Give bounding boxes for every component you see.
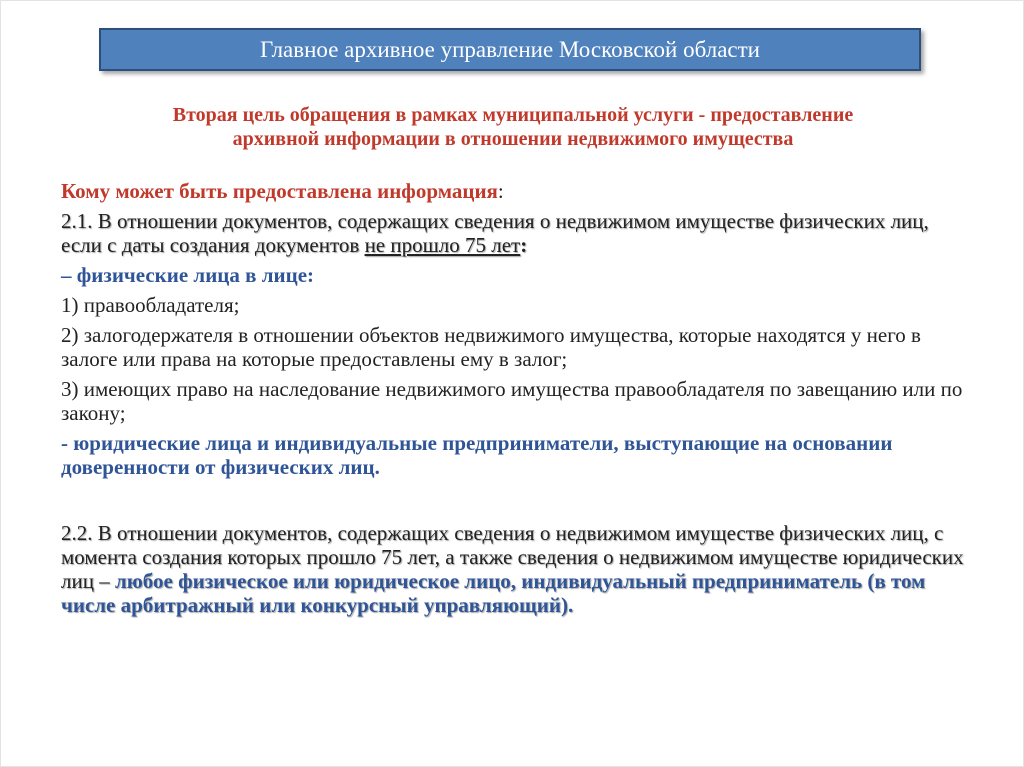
p21-underlined: не прошло 75 лет	[364, 233, 521, 257]
subtitle-line-2: архивной информации в отношении недвижимого имущества	[232, 128, 794, 150]
paragraph-2-2	[61, 521, 966, 617]
list-item-3: 3) имеющих право на наследование недвижимого имущества правообладателя по завещанию или по закону;	[61, 377, 963, 425]
paragraph-2-1	[61, 209, 966, 257]
content-body	[61, 179, 966, 617]
who-heading	[61, 179, 966, 203]
header-title-bar	[99, 28, 921, 71]
list-item-2: 2) залогодержателя в отношении объектов недвижимого имущества, которые находятся у него в залоге или права на которые предоставлены ему в залог;	[61, 323, 921, 371]
p21-text: 2.1. В отношении документов, содержащих сведения о недвижимом имуществе физических лиц, если с даты создания документов	[61, 209, 929, 257]
p22-text: 2.2. В отношении документов, содержащих сведения о недвижимом имуществе физических лиц, с момента создания которых прошло 75 лет, а также сведения о недвижимом имуществе юридических лиц –	[61, 521, 964, 593]
who-colon: :	[497, 179, 504, 203]
who-label: Кому может быть предоставлена информация	[61, 179, 498, 203]
header-title: Главное архивное управление Московской области	[260, 37, 760, 62]
subtitle	[61, 103, 965, 151]
list-item-1: 1) правообладателя;	[61, 293, 240, 317]
p22-blue: любое физическое или юридическое лицо, индивидуальный предприниматель (в том числе арбитражный или конкурсный управляющий).	[61, 569, 926, 617]
subtitle-line-1: Вторая цель обращения в рамках муниципальной услуги - предоставление	[172, 104, 854, 126]
legal-persons-item: - юридические лица и индивидуальные предприниматели, выступающие на основании доверенности от физических лиц.	[61, 431, 893, 479]
p21-end: :	[520, 233, 528, 257]
physical-persons-heading: – физические лица в лице:	[61, 263, 315, 287]
